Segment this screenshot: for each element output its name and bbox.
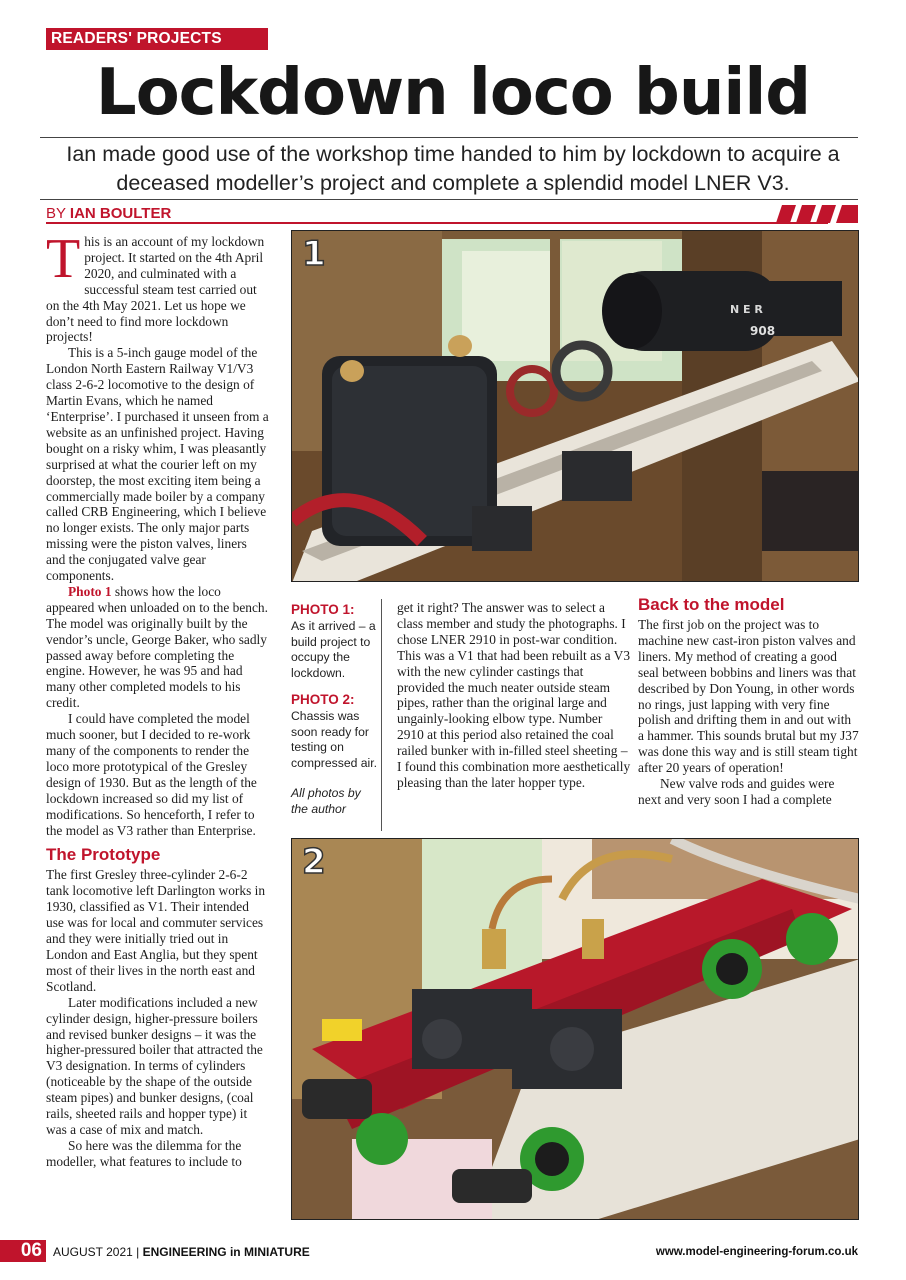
paragraph: get it right? The answer was to select a class member and study the photographs. I chose LNER 2910 in post-war condition. This was a V1 that had been rebuilt as a V3 with the new cylinder castings that provided the much neater outside steam pipes, rather than the original large and ungainly-looking elbow type. Number 2910 at this period also retained the coal railed bunker with in-filled steel sheeting – I found this combination more aesthetically pleasing than the later hopper type. bbox=[397, 600, 631, 790]
photo-1-caption: As it arrived – a build project to occupy the lockdown. bbox=[291, 619, 376, 680]
subhead-back-to-model: Back to the model bbox=[638, 595, 785, 614]
footer-issue bbox=[53, 1244, 310, 1260]
paragraph: The first job on the project was to machine new cast-iron piston valves and liners. My method of creating a good seal between bobbins and liners was that described by Don Young, in other words no rings, just lapping with very fine polish and drifting them in and out with a hammer. This sounds brutal but my J37 was done this way and is still steam tight after 20 years of operation! bbox=[638, 617, 859, 776]
page-number: 06 bbox=[0, 1240, 46, 1262]
chevron-stripe-2 bbox=[796, 205, 816, 223]
paragraph: New valve rods and guides were next and very soon I had a complete bbox=[638, 776, 835, 807]
footer-url: www.model-engineering-forum.co.uk bbox=[655, 1246, 858, 1258]
paragraph: Later modifications included a new cylinder design, higher-pressure boilers and revised bunker designs – it was the higher-pressured boiler that attracted the V3 designation. In terms of cylinders (noticeable by the shape of the outside steam pipes) and bunker designs, (coal rails, sheeted rails and hopper type) it was a case of mix and match. bbox=[46, 994, 263, 1137]
chevron-stripe-4 bbox=[836, 205, 858, 223]
photo-1-caption-label: PHOTO 1: bbox=[291, 602, 355, 617]
column-3 bbox=[397, 600, 631, 791]
photo-2-caption-label: PHOTO 2: bbox=[291, 692, 355, 707]
footer-magazine-a: ENGINEERING bbox=[142, 1245, 227, 1259]
caption-divider bbox=[381, 599, 382, 831]
paragraph: I could have completed the model much sooner, but I decided to re-work many of the components to render the loco more prototypical of the Gresley design of 1930. But as the length of the lockdown increased so did my list of modifications. So henceforth, I refer to the model as V3 rather than Enterprise. bbox=[46, 711, 257, 838]
byline-prefix: BY bbox=[46, 205, 70, 222]
photo-1-number: 1 bbox=[302, 234, 326, 274]
byline-line bbox=[46, 222, 828, 224]
photo-2-caption: Chassis was soon ready for testing on compressed air. bbox=[291, 709, 378, 770]
photo-1 bbox=[291, 230, 859, 582]
byline-name: IAN BOULTER bbox=[69, 205, 172, 222]
headline: Lockdown loco build bbox=[95, 56, 811, 130]
tank-letters: N E R bbox=[730, 303, 763, 316]
photo-1-illustration bbox=[292, 231, 859, 582]
standfirst-rule bbox=[40, 199, 858, 200]
photo-reference: Photo 1 bbox=[68, 583, 112, 599]
standfirst: Ian made good use of the workshop time handed to him by lockdown to acquire a deceased modeller’s project and complete a splendid model LNER V3. bbox=[66, 142, 840, 195]
captions bbox=[291, 601, 379, 817]
smokebox-number: 908 bbox=[750, 324, 776, 338]
paragraph: This is a 5-inch gauge model of the London North Eastern Railway V1/V3 class 2-6-2 locomotive to the design of Martin Evans, which he named ‘Enterprise’. I purchased it unseen from a website as an unfinished project. Having bought on a risky whim, I was pleasantly surprised at what the courier left on my doorstep, the most exciting item being a commercially made boiler by a company called CRB Engineering, which I believe no longer exists. The only major parts missing were the piston valves, liners and the conjugated valve gear components. bbox=[46, 345, 269, 584]
photo-credit: All photos by the author bbox=[291, 786, 361, 816]
photo-2-number: 2 bbox=[302, 842, 326, 882]
photo-2 bbox=[291, 838, 859, 1220]
paragraph-intro-text: his is an account of my lockdown project. It started on the 4th April 2020, and culminated with a successful steam test carried out on the 4th May 2021. Let us hope we don’t need to find more lockdown projects! bbox=[46, 234, 265, 345]
paragraph: The first Gresley three-cylinder 2-6-2 tank locomotive left Darlington works in 1930, classified as V1. Their intended use was for local and commuter services and they were initially tried out in London and East Anglia, but they spent most of their lives in the north east and Scotland. bbox=[46, 867, 266, 994]
footer-separator: | bbox=[132, 1245, 143, 1259]
drop-cap: T bbox=[46, 228, 81, 290]
footer-magazine-b: in bbox=[226, 1245, 244, 1259]
column-4 bbox=[638, 594, 860, 808]
subhead-prototype: The Prototype bbox=[46, 845, 161, 865]
photo-2-illustration bbox=[292, 839, 859, 1220]
paragraph-text: shows how the loco appeared when unloaded on to the bench. The model was originally built by the vendor’s uncle, George Baker, who sadly passed away before completing the engine. However, he was 95 and had many other completed models to his credit. bbox=[46, 583, 268, 711]
paragraph-intro bbox=[46, 228, 269, 345]
byline-chevrons bbox=[776, 205, 858, 223]
headline-rule bbox=[40, 137, 858, 138]
footer-issue-date: AUGUST 2021 bbox=[53, 1245, 133, 1259]
paragraph: So here was the dilemma for the modeller, what features to include to bbox=[46, 1137, 242, 1169]
section-tag: READERS' PROJECTS bbox=[46, 28, 268, 50]
byline bbox=[46, 204, 171, 224]
footer-magazine-c: MINIATURE bbox=[243, 1245, 310, 1259]
column-1 bbox=[46, 228, 269, 1170]
chevron-stripe-1 bbox=[776, 205, 796, 223]
chevron-stripe-3 bbox=[816, 205, 836, 223]
paragraph bbox=[46, 584, 269, 711]
